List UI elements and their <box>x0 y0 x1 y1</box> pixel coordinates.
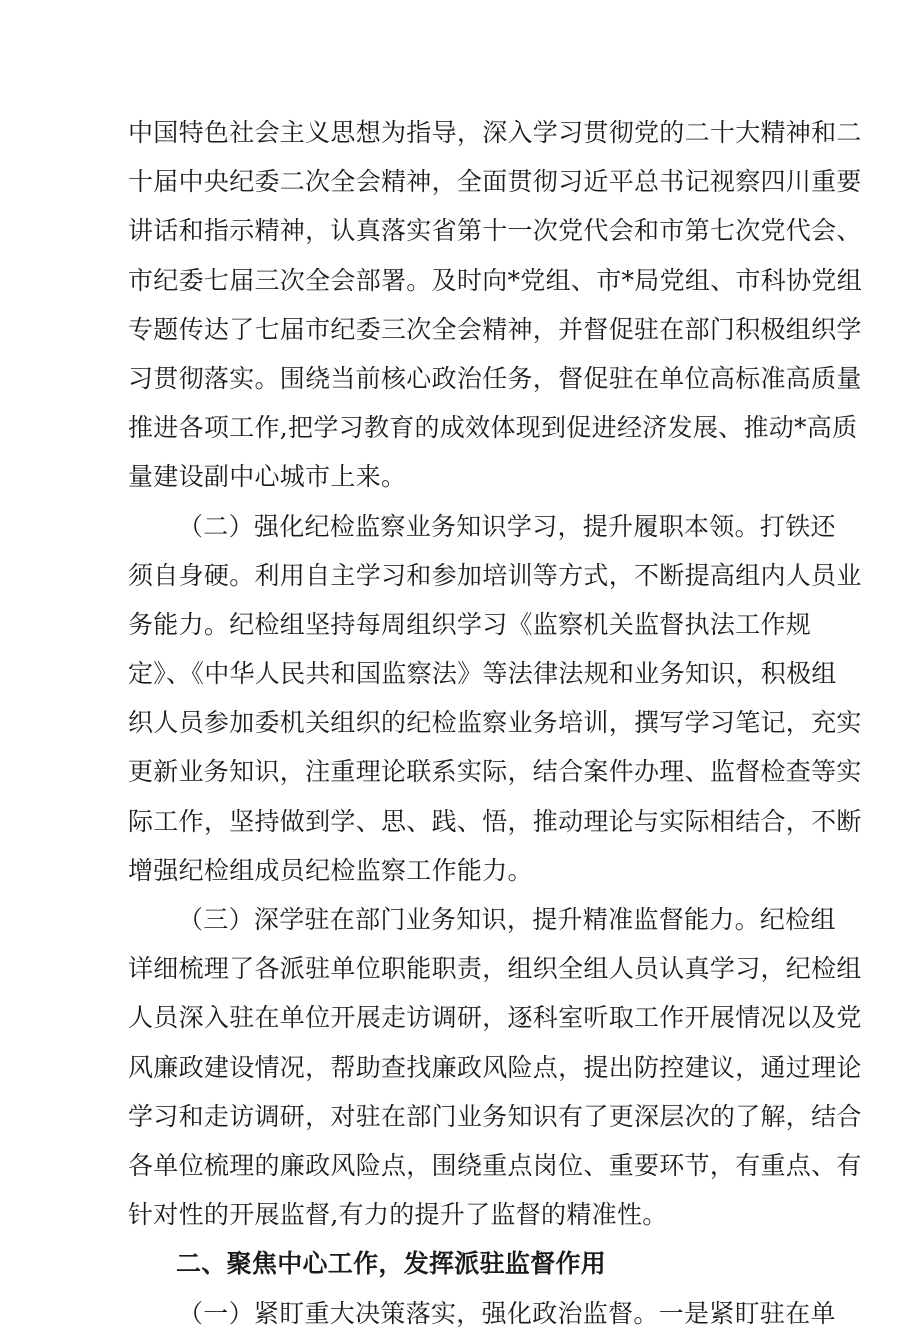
body-line: 务能力。纪检组坚持每周组织学习《监察机关监督执法工作规 <box>128 609 812 639</box>
body-line: 学习和走访调研，对驻在部门业务知识有了更深层次的了解，结合 <box>128 1101 862 1131</box>
paragraph-start-line: （二）强化纪检监察业务知识学习，提升履职本领。打铁还 <box>178 511 836 541</box>
paragraph-start-line: （一）紧盯重大决策落实，强化政治监督。一是紧盯驻在单 <box>178 1298 836 1328</box>
body-line: 中国特色社会主义思想为指导，深入学习贯彻党的二十大精神和二 <box>128 118 862 147</box>
body-line: 十届中央纪委二次全会精神，全面贯彻习近平总书记视察四川重要 <box>128 167 862 197</box>
section-heading: 二、聚焦中心工作，发挥派驻监督作用 <box>176 1249 607 1279</box>
body-line: 增强纪检组成员纪检监察工作能力。 <box>128 855 533 885</box>
body-line: 习贯彻落实。围绕当前核心政治任务，督促驻在单位高标准高质量 <box>128 363 862 393</box>
body-line: 风廉政建设情况，帮助查找廉政风险点，提出防控建议，通过理论 <box>128 1052 862 1082</box>
body-line: 推进各项工作,把学习教育的成效体现到促进经济发展、推动*高质 <box>128 413 858 443</box>
body-line: 织人员参加委机关组织的纪检监察业务培训，撰写学习笔记，充实 <box>128 708 862 738</box>
body-line: 详细梳理了各派驻单位职能职责，组织全组人员认真学习，纪检组 <box>128 954 862 984</box>
body-line: 际工作，坚持做到学、思、践、悟，推动理论与实际相结合，不断 <box>128 806 862 836</box>
body-line: 各单位梳理的廉政风险点，围绕重点岗位、重要环节，有重点、有 <box>128 1150 862 1180</box>
body-line: 专题传达了七届市纪委三次全会精神，并督促驻在部门积极组织学 <box>128 314 862 344</box>
paragraph-start-line: （三）深学驻在部门业务知识，提升精准监督能力。纪检组 <box>178 905 836 934</box>
body-line: 讲话和指示精神，认真落实省第十一次党代会和市第七次党代会、 <box>128 216 862 246</box>
body-line: 更新业务知识，注重理论联系实际，结合案件办理、监督检查等实 <box>128 757 862 787</box>
body-line: 定》、《中华人民共和国监察法》等法律法规和业务知识，积极组 <box>128 659 837 689</box>
body-line: 针对性的开展监督,有力的提升了监督的精准性。 <box>128 1200 668 1230</box>
body-line: 量建设副中心城市上来。 <box>128 462 407 492</box>
body-line: 须自身硬。利用自主学习和参加培训等方式，不断提高组内人员业 <box>128 560 862 590</box>
document-body <box>128 108 863 1338</box>
body-line: 市纪委七届三次全会部署。及时向*党组、市*局党组、市科协党组 <box>128 265 863 295</box>
body-line: 人员深入驻在单位开展走访调研，逐科室听取工作开展情况以及党 <box>128 1003 862 1033</box>
